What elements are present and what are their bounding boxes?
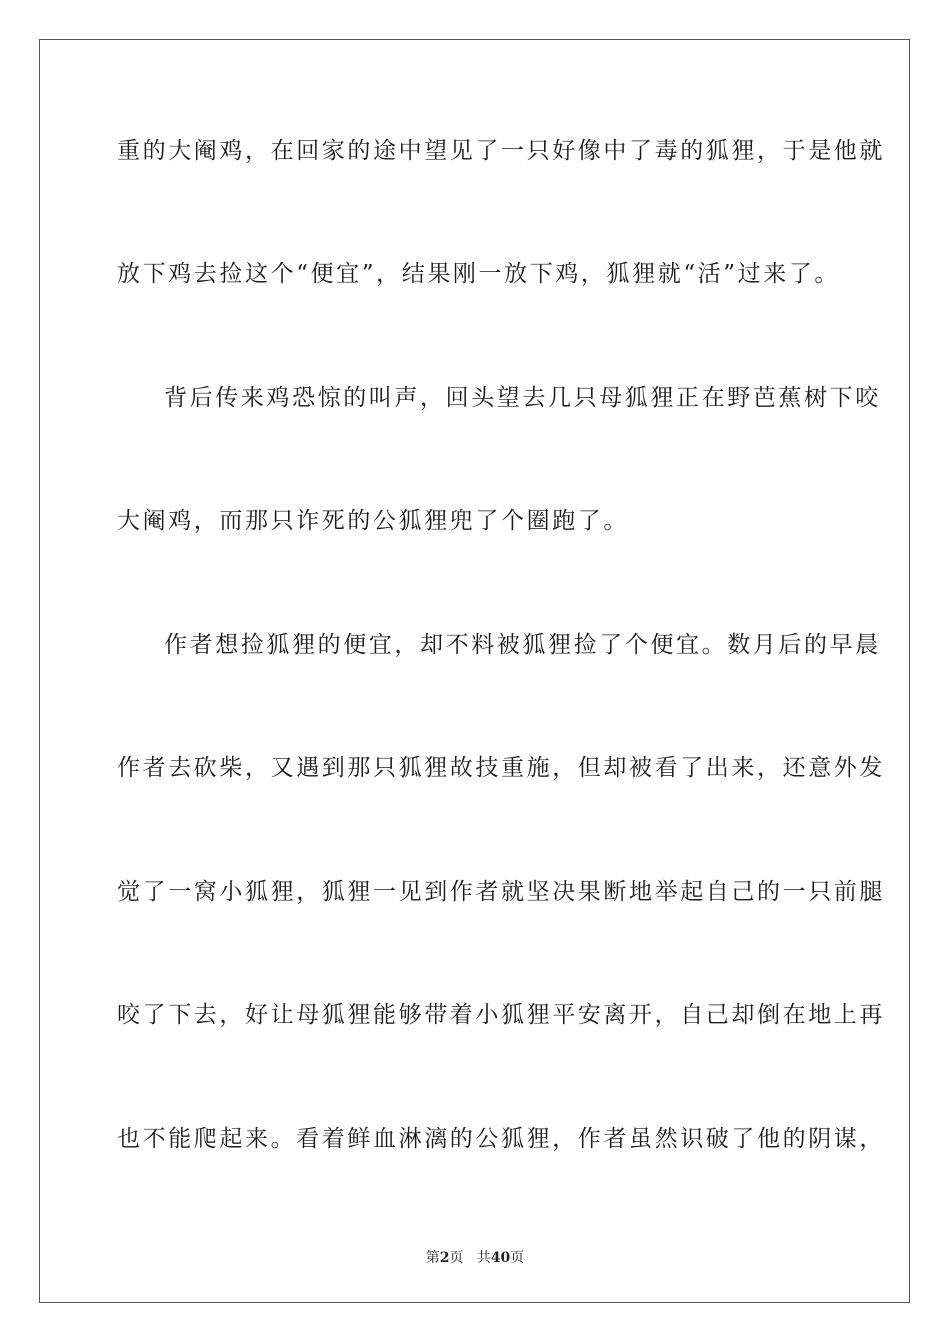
body-line-7: 觉了一窝小狐狸，狐狸一见到作者就坚决果断地举起自己的一只前腿 [117,879,885,905]
page-total: 40 [490,1250,511,1266]
body-line-6: 作者去砍柴，又遇到那只狐狸故技重施，但却被看了出来，还意外发 [117,755,885,781]
body-line-9: 也不能爬起来。看着鲜血淋漓的公狐狸，作者虽然识破了他的阴谋， [117,1126,885,1152]
body-line-2: 放下鸡去捡这个“便宜”，结果刚一放下鸡，狐狸就“活”过来了。 [117,261,841,287]
page-suffix: 页 [449,1250,464,1266]
page-border [39,39,910,1303]
page-footer [0,1247,950,1267]
body-line-4: 大阉鸡，而那只诈死的公狐狸兜了个圈跑了。 [117,508,629,534]
page-prefix: 第 [425,1250,440,1266]
total-prefix: 共 [476,1250,491,1266]
page-current: 2 [439,1250,450,1266]
body-line-3: 背后传来鸡恐惊的叫声，回头望去几只母狐狸正在野芭蕉树下咬 [164,385,881,411]
body-line-5: 作者想捡狐狸的便宜，却不料被狐狸捡了个便宜。数月后的早晨 [164,632,881,658]
body-line-1: 重的大阉鸡，在回家的途中望见了一只好像中了毒的狐狸，于是他就 [117,138,885,164]
body-line-8: 咬了下去，好让母狐狸能够带着小狐狸平安离开，自己却倒在地上再 [117,1002,885,1028]
total-suffix: 页 [510,1250,525,1266]
